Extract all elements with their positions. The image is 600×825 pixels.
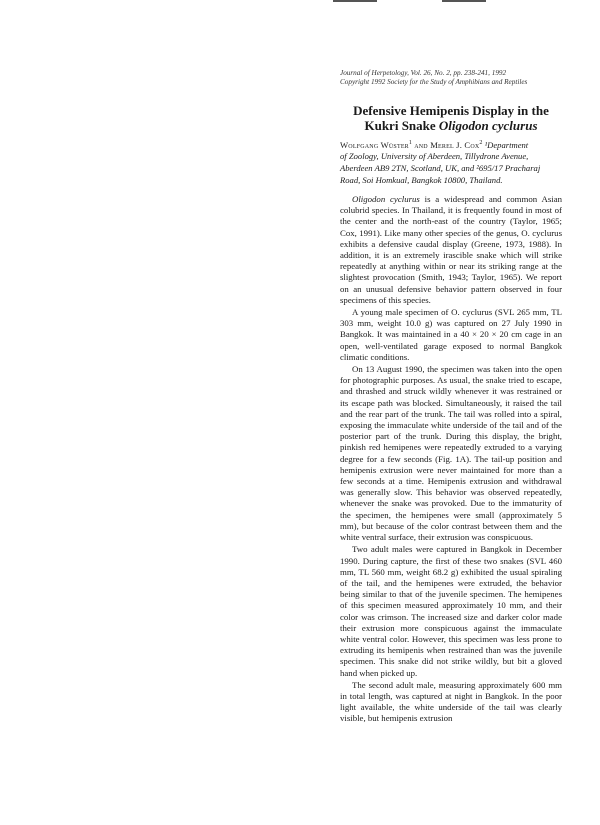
paragraph-1-species: Oligodon cyclurus xyxy=(352,194,420,204)
article-body xyxy=(340,194,562,726)
paragraph-1 xyxy=(340,194,562,306)
author-and: and xyxy=(411,139,431,150)
author-line-1 xyxy=(340,138,562,151)
author-block xyxy=(340,138,562,186)
author-1-sup: 1 xyxy=(408,140,412,146)
affiliation-line-4: Road, Soi Homkual, Bangkok 10800, Thailand. xyxy=(340,174,503,185)
journal-line-2: Copyright 1992 Society for the Study of Amphibians and Reptiles xyxy=(340,78,528,86)
title-line-2 xyxy=(336,118,566,133)
journal-line-1: Journal of Herpetology, Vol. 26, No. 2, pp. 238-241, 1992 xyxy=(340,69,507,77)
title-line-2-prefix: Kukri Snake xyxy=(364,118,439,133)
article-title xyxy=(336,103,566,133)
title-species: Oligodon cyclurus xyxy=(438,118,538,133)
paragraph-1-text: is a widespread and common Asian colubrid species. In Thailand, it is frequently found in most of the center and the north-east of the country (Taylor, 1965; Cox, 1991). Like many other species of the genus, O. cyclurus exhibits a defensive caudal display (Greene, 1973, 1988). In addition, it is an extremely irascible snake which will strike repeatedly at anything within or near its striking range at the slightest provocation (Smith, 1943; Taylor, 1965). We report on an unusual defensive behavior pattern observed in four specimens of this species. xyxy=(340,194,562,305)
affiliation-line-3: Aberdeen AB9 2TN, Scotland, UK, and ²695/17 Pracharaj xyxy=(340,163,541,174)
paragraph-5: The second adult male, measuring approximately 600 mm in total length, was captured at night in Bangkok. In the poor light available, the white underside of the tail was clearly visible, but hemipenis extrusion xyxy=(340,679,562,724)
author-2: Merel J. Cox xyxy=(430,139,480,150)
journal-citation xyxy=(340,69,562,87)
affiliation-1-start: ¹Department xyxy=(482,139,529,150)
author-2-sup: 2 xyxy=(479,140,483,146)
paragraph-3: On 13 August 1990, the specimen was taken into the open for photographic purposes. As usual, the snake tried to escape, and thrashed and struck wildly whenever it was restrained or its escape path was blocked. Simultaneously, it raised the tail and the rear part of the trunk. The tail was rolled into a spiral, exposing the immaculate white underside of the tail and of the posterior part of the trunk. During this display, the bright, pinkish red hemipenes were repeatedly extruded to a varying degree for a few seconds (Fig. 1A). The tail-up position and hemipenis extrusion were never maintained for more than a few seconds at a time. Hemipenis extrusion and withdrawal was generally slow. This behavior was observed repeatedly, whenever the snake was provoked. Due to the immaturity of the specimen, the hemipenes were small (approximately 5 mm), but because of the color contrast between them and the white ventral surface, their extrusion was conspicuous. xyxy=(340,364,562,543)
author-1: Wolfgang Wüster xyxy=(340,139,409,150)
title-line-1: Defensive Hemipenis Display in the xyxy=(353,103,549,118)
affiliation-line-2: of Zoology, University of Aberdeen, Tillydrone Avenue, xyxy=(340,151,529,162)
top-rule-right xyxy=(442,0,486,2)
paragraph-2: A young male specimen of O. cyclurus (SVL 265 mm, TL 303 mm, weight 10.0 g) was captured on 27 July 1990 in Bangkok. It was maintained in a 40 × 20 × 20 cm cage in an open, well-ventilated garage exposed to normal Bangkok climatic conditions. xyxy=(340,307,562,362)
paragraph-4: Two adult males were captured in Bangkok in December 1990. During capture, the first of these two snakes (SVL 460 mm, TL 560 mm, weight 68.2 g) exhibited the usual spiraling of the tail, and the hemipenes were extruded, the behavior being similar to that of the juvenile specimen. The hemipenes of this specimen measured approximately 10 mm, and their color was crimson. The increased size and darker color made their extrusion more conspicuous against the immaculate white ventral color. However, this specimen was less prone to extruding its hemipenis when restrained than was the juvenile specimen. This snake did not strike wildly, but bit a gloved hand when picked up. xyxy=(340,544,562,678)
top-rule-left xyxy=(333,0,377,2)
